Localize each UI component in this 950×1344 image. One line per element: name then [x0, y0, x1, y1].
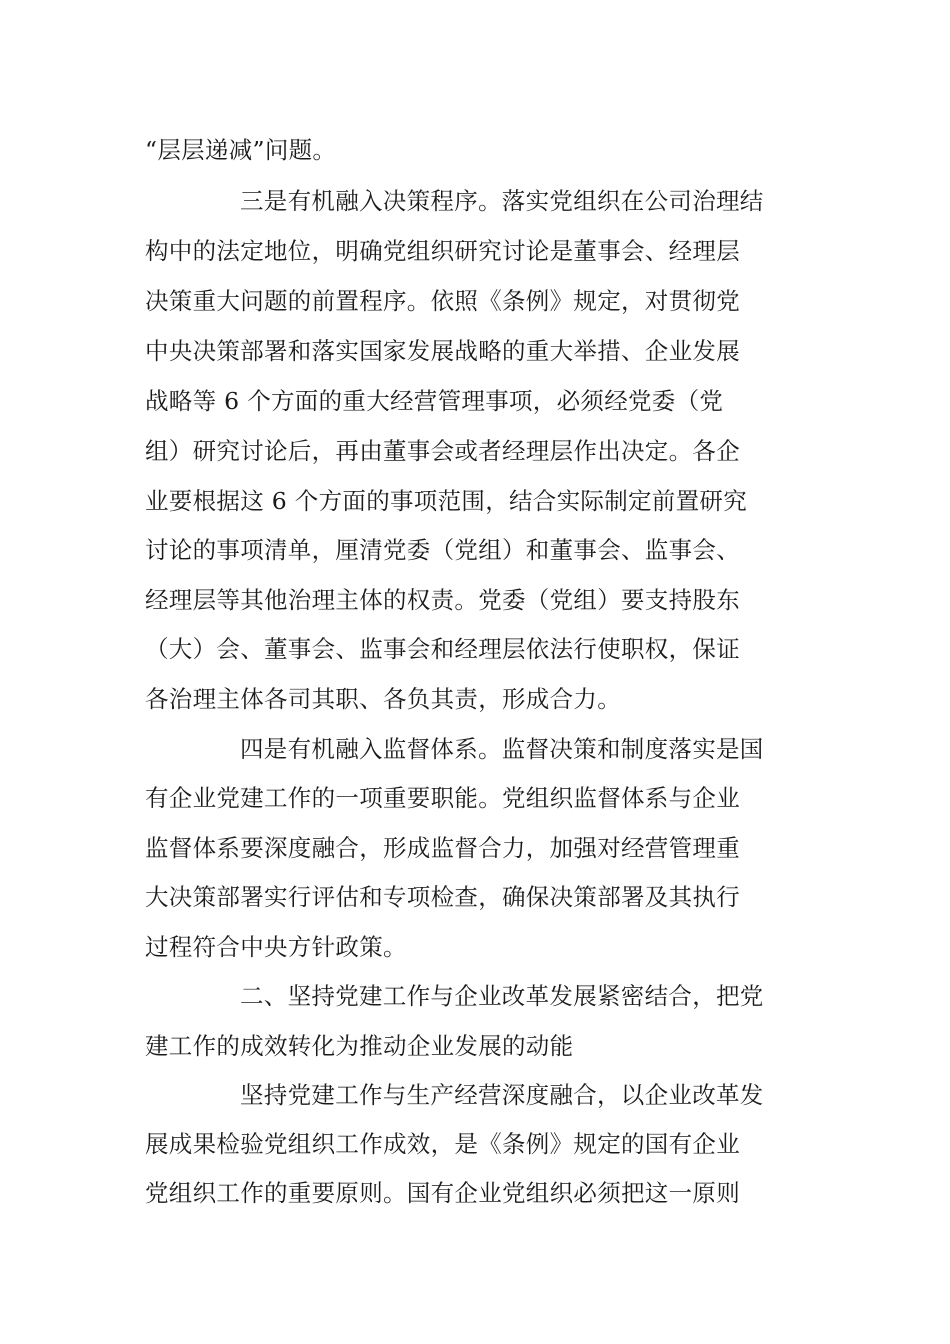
- text-line-22: 党组织工作的重要原则。国有企业党组织必须把这一原则: [145, 1179, 740, 1207]
- text-line-14: 有企业党建工作的一项重要职能。党组织监督体系与企业: [145, 784, 740, 812]
- text-line-4: 决策重大问题的前置程序。依照《条例》规定，对贯彻党: [145, 287, 740, 315]
- text-line-8: 业要根据这 6 个方面的事项范围，结合实际制定前置研究: [145, 487, 747, 515]
- text-line-11: （大）会、董事会、监事会和经理层依法行使职权，保证: [145, 635, 740, 663]
- text-line-7: 组）研究讨论后，再由董事会或者经理层作出决定。各企: [145, 437, 740, 465]
- paragraph-4-heading-line: 四是有机融入监督体系。监督决策和制度落实是国: [240, 735, 764, 763]
- text-line-21: 展成果检验党组织工作成效，是《条例》规定的国有企业: [145, 1130, 740, 1158]
- text-line-1: “层层递减”问题。: [145, 136, 337, 164]
- text-line-12: 各治理主体各司其职、各负其责，形成合力。: [145, 685, 621, 713]
- text-line-15: 监督体系要深度融合，形成监督合力，加强对经营管理重: [145, 834, 740, 862]
- text-line-9: 讨论的事项清单，厘清党委（党组）和董事会、监事会、: [145, 536, 740, 564]
- text-line-16: 大决策部署实行评估和专项检查，确保决策部署及其执行: [145, 883, 740, 911]
- text-line-3: 构中的法定地位，明确党组织研究讨论是董事会、经理层: [145, 237, 740, 265]
- paragraph-3-heading-line: 三是有机融入决策程序。落实党组织在公司治理结: [240, 187, 764, 215]
- text-line-20: 坚持党建工作与生产经营深度融合，以企业改革发: [240, 1081, 764, 1109]
- section-2-heading-line-2: 建工作的成效转化为推动企业发展的动能: [145, 1032, 574, 1060]
- text-line-6: 战略等 6 个方面的重大经营管理事项，必须经党委（党: [145, 387, 724, 415]
- text-line-17: 过程符合中央方针政策。: [145, 933, 407, 961]
- text-line-5: 中央决策部署和落实国家发展战略的重大举措、企业发展: [145, 337, 740, 365]
- text-line-10: 经理层等其他治理主体的权责。党委（党组）要支持股东: [145, 586, 740, 614]
- section-2-heading-line-1: 二、坚持党建工作与企业改革发展紧密结合，把党: [240, 982, 764, 1010]
